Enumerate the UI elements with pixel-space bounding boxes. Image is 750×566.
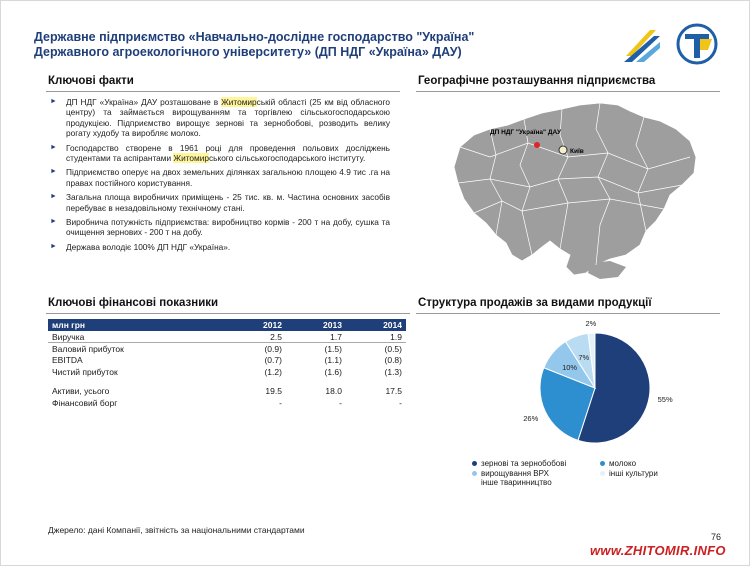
sales-structure-title: Структура продажів за видами продукції (418, 297, 652, 309)
highlight-zhytomyr: Житомир (221, 97, 257, 107)
fund-logo (620, 22, 730, 66)
geo-rule (416, 91, 720, 92)
financials-table (48, 319, 406, 409)
kyiv-marker (559, 146, 567, 154)
pie-label-4: 2% (585, 319, 597, 329)
header-unit: млн грн (48, 319, 226, 331)
sales-structure-rule (416, 313, 720, 314)
financials-title: Ключові фінансові показники (48, 297, 219, 309)
legend-label: вирощування ВРХ (481, 469, 549, 478)
geo-title: Географічне розташування підприємства (418, 75, 656, 87)
legend-swatch (600, 471, 605, 476)
legend-item (472, 459, 566, 468)
legend-label: зернові та зернобобові (481, 459, 567, 468)
legend-label: молоко (609, 459, 637, 468)
legend-item (472, 478, 552, 487)
legend-item (472, 469, 549, 478)
table-row: Валовий прибуток (0.9) (1.5) (0.5) (52, 343, 402, 354)
fact-item: ► Господарство створене в 1961 році для проведення польових досліджень студентами та аспірантами Житомирського сільськогосподарського інституту. (50, 143, 390, 164)
pie-label-2: 10% (562, 362, 578, 372)
fact-item: ► Загальна площа виробничих приміщень - 25 тис. кв. м. Частина основних засобів перебуває в незадовільному технічному стані. (50, 192, 390, 213)
table-row: EBITDA (0.7) (1.1) (0.8) (52, 354, 402, 365)
legend-swatch (472, 461, 477, 466)
table-row: Фінансовий борг - - - (52, 397, 402, 408)
legend-item (600, 459, 636, 468)
key-facts-title: Ключові факти (48, 75, 134, 87)
key-facts-list (50, 97, 390, 256)
legend-item (600, 469, 658, 478)
legend-label: інше тваринництво (481, 478, 552, 487)
fact-item: ► ДП НДГ «Україна» ДАУ розташоване в Житомирській області (25 км від обласного центру) та займається вирощуванням та торгівлею сільськогосподарською продукцією. Підприємство вирощує зернові та зернобобові, розводить велику рогату худобу та виробляє молоко. (50, 97, 390, 139)
table-row: Чистий прибуток (1.2) (1.6) (1.3) (52, 366, 402, 377)
company-map-label: ДП НДГ "Україна" ДАУ (490, 129, 562, 136)
fact-item: ► Держава володіє 100% ДП НДГ «Україна». (50, 242, 390, 252)
ukraine-map (450, 95, 700, 280)
legend-swatch (600, 461, 605, 466)
table-row: Активи, усього 19.5 18.0 17.5 (52, 386, 402, 397)
company-marker (534, 142, 540, 148)
logo-group (620, 22, 730, 66)
header-year: 2014 (346, 319, 406, 331)
legend-label: інші культури (609, 469, 658, 478)
pie-label-0: 55% (657, 395, 673, 405)
logo-bar-stem (694, 34, 700, 58)
financials-rule (46, 313, 410, 314)
key-facts-rule (46, 91, 400, 92)
header-year: 2013 (286, 319, 346, 331)
table-row: Виручка 2.5 1.7 1.9 (48, 331, 406, 343)
highlight-zhytomyr: Житомир (173, 153, 209, 164)
legend-swatch (472, 471, 477, 476)
fact-item: ► Виробнича потужність підприємства: виробництво кормів - 200 т на добу, сушка та очищення зернових - 200 т на добу. (50, 217, 390, 238)
pie-label-1: 26% (523, 414, 539, 424)
sales-pie-chart (470, 318, 700, 458)
title-line-2: Державного агроекологічного університету» (ДП НДГ «Україна» ДАУ) (34, 45, 462, 59)
page-title (34, 30, 554, 60)
crimea-shape (588, 261, 626, 279)
header-year: 2012 (226, 319, 286, 331)
page-number: 76 (711, 532, 722, 542)
source-note: Джерело: дані Компанії, звітність за національними стандартами (48, 525, 305, 535)
table-spacer-row (48, 377, 406, 385)
table-header-row (48, 319, 406, 331)
title-line-1: Державне підприємство «Навчально-дослідне господарство "Україна" (34, 30, 475, 44)
site-watermark: www.ZHITOMIR.INFO (590, 543, 726, 558)
fact-item: ► Підприємство оперує на двох земельних ділянках загальною площею 4.9 тис .га на правах постійного користування. (50, 167, 390, 188)
kyiv-map-label: Київ (570, 148, 584, 155)
pie-label-3: 7% (578, 352, 590, 362)
